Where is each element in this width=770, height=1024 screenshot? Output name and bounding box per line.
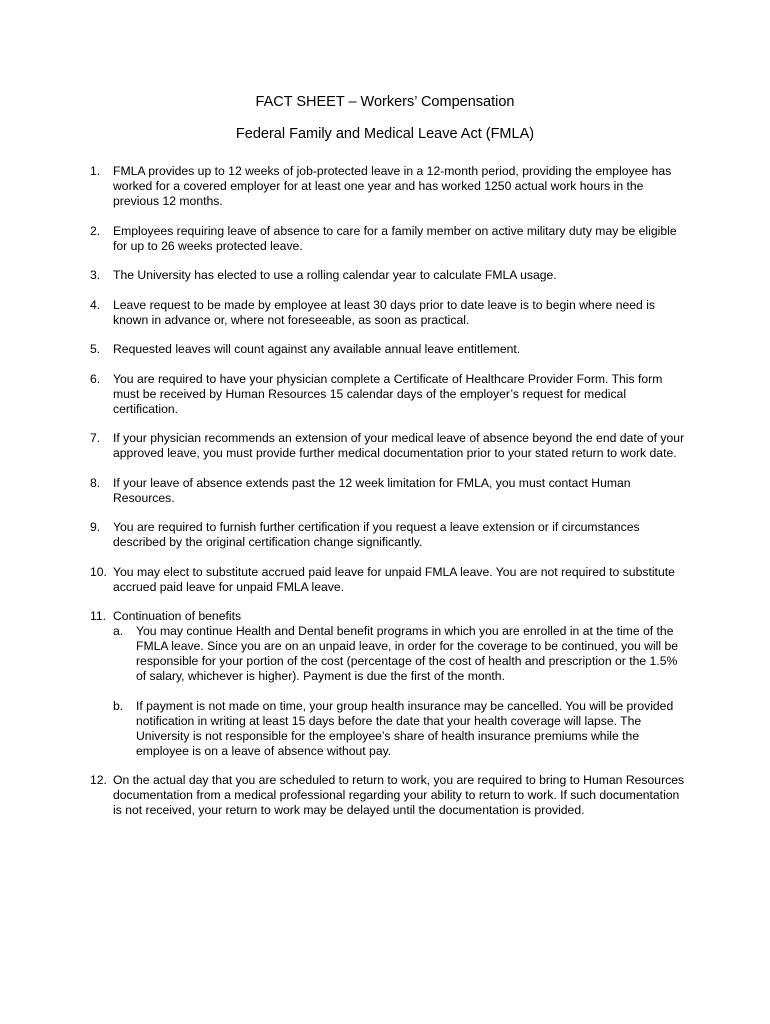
item-number: 2.: [90, 223, 101, 238]
list-item: [90, 298, 690, 328]
item-text: FMLA provides up to 12 weeks of job-protected leave in a 12-month period, providing the employee has worked for a covered employer for at least one year and has worked 1250 actual work hours in the previous 12 months.: [113, 164, 672, 208]
document-title: FACT SHEET – Workers’ Compensation: [255, 94, 515, 110]
fact-list: [90, 164, 690, 833]
sub-list-item: [113, 699, 690, 759]
sub-item-letter: a.: [113, 624, 124, 638]
item-text: The University has elected to use a rolling calendar year to calculate FMLA usage.: [113, 268, 557, 282]
item-text: On the actual day that you are scheduled to return to work, you are required to bring to Human Resources documentation from a medical professional regarding your ability to return to work. If such documentation is not received, your return to work may be delayed until the documentation is provided.: [113, 773, 685, 817]
list-item: [90, 164, 690, 209]
list-item: [90, 476, 690, 506]
item-text: If your leave of absence extends past the 12 week limitation for FMLA, you must contact Human Resources.: [113, 475, 631, 505]
item-number: 10.: [90, 564, 107, 579]
item-text: You are required to have your physician complete a Certificate of Healthcare Provider Form. This form must be received by Human Resources 15 calendar days of the employer’s request for medical certification.: [113, 371, 663, 416]
item-number: 4.: [90, 297, 101, 312]
item-number: 8.: [90, 475, 101, 490]
item-number: 11.: [90, 609, 107, 623]
list-item: [90, 268, 690, 283]
list-item: [90, 431, 690, 461]
item-number: 1.: [90, 164, 101, 178]
item-text: Employees requiring leave of absence to care for a family member on active military duty may be eligible for up to 26 weeks protected leave.: [113, 223, 677, 253]
item-number: 9.: [90, 520, 101, 534]
benefits-sublist: [113, 624, 690, 759]
list-item: [90, 565, 690, 595]
sub-item-text: You may continue Health and Dental benefit programs in which you are enrolled in at the time of the FMLA leave. Since you are on an unpaid leave, in order for the coverage to be continued, you will be responsible for your portion of the cost (percentage of the cost of health and prescription or the 1.5% of salary, whichever is higher). Payment is due the first of the month.: [136, 624, 679, 683]
item-number: 7.: [90, 431, 101, 445]
item-number: 5.: [90, 342, 101, 356]
list-item: [90, 773, 690, 818]
list-item: [90, 342, 690, 357]
item-number: 6.: [90, 371, 101, 386]
item-text: You may elect to substitute accrued paid leave for unpaid FMLA leave. You are not required to substitute accrued paid leave for unpaid FMLA leave.: [113, 564, 675, 594]
sub-item-letter: b.: [113, 698, 124, 713]
document-subtitle: Federal Family and Medical Leave Act (FMLA): [235, 126, 535, 142]
item-text: If your physician recommends an extension of your medical leave of absence beyond the end date of your approved leave, you must provide further medical documentation prior to your stated return to work date.: [113, 431, 685, 460]
item-text: Leave request to be made by employee at least 30 days prior to date leave is to begin where need is known in advance or, where not foreseeable, as soon as practical.: [113, 297, 656, 327]
list-item: [90, 372, 690, 417]
list-item: [90, 609, 690, 759]
item-text: You are required to furnish further certification if you request a leave extension or if circumstances described by the original certification change significantly.: [113, 520, 640, 549]
sub-list-item: [113, 624, 690, 684]
sub-item-text: If payment is not made on time, your group health insurance may be cancelled. You will be provided notification in writing at least 15 days before the date that your health coverage will lapse. The University is not responsible for the employee’s share of health insurance premiums while the employee is on a leave of absence without pay.: [136, 698, 674, 758]
item-text: Continuation of benefits: [113, 609, 242, 623]
list-item: [90, 224, 690, 254]
list-item: [90, 520, 690, 550]
item-text: Requested leaves will count against any available annual leave entitlement.: [113, 342, 521, 356]
item-number: 12.: [90, 773, 107, 787]
item-number: 3.: [90, 268, 101, 282]
